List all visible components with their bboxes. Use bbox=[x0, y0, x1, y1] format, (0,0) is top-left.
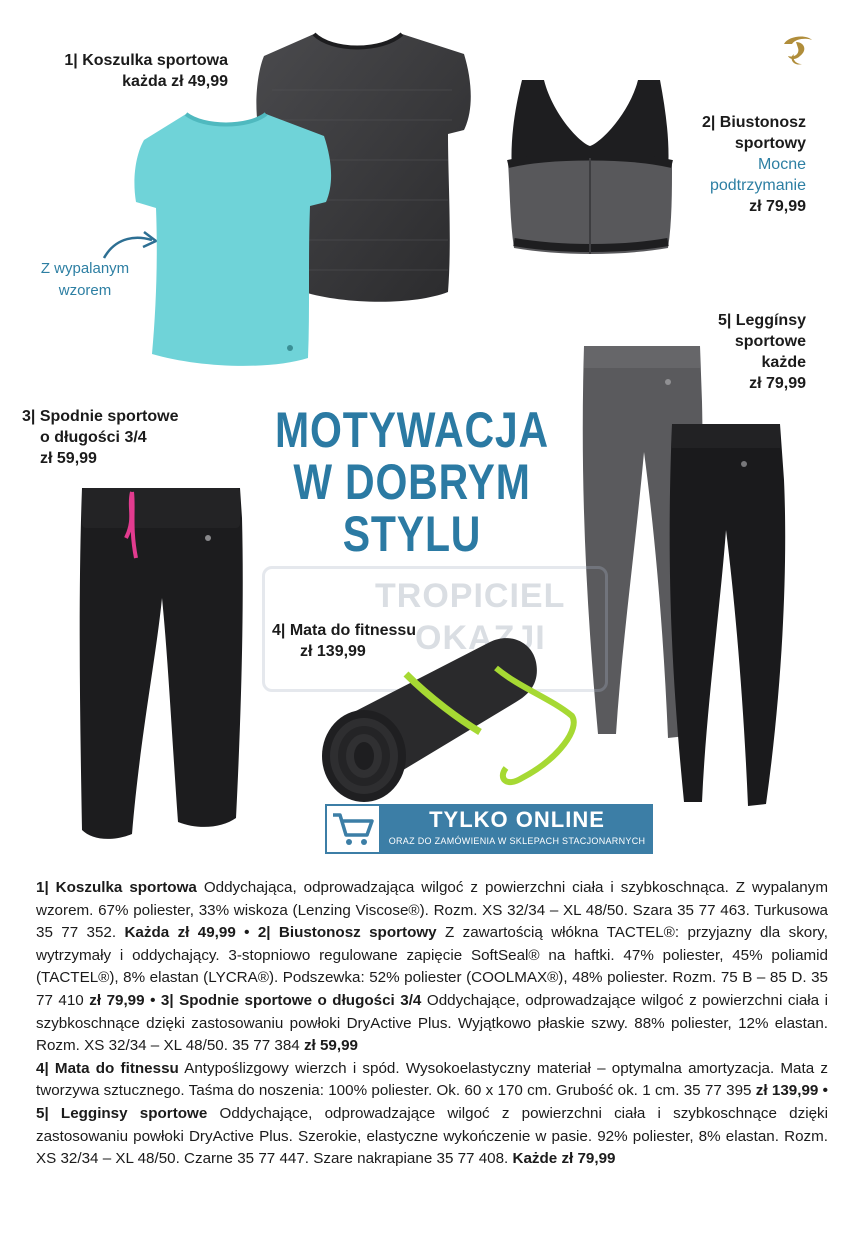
badge-title: TYLKO ONLINE bbox=[429, 807, 605, 832]
bra-title-2: sportowy bbox=[734, 135, 806, 152]
headline-line-2: W DOBRYM bbox=[293, 454, 531, 510]
headline-line-1: MOTYWACJA bbox=[275, 402, 549, 458]
headline-line-3: STYLU bbox=[342, 506, 482, 562]
desc-leggings-price: Każde zł 79,99 bbox=[512, 1150, 616, 1168]
leggings-price: zł 79,99 bbox=[749, 375, 806, 392]
product-description bbox=[36, 877, 828, 1171]
mat-title: 4| Mata do fitnessu bbox=[272, 622, 417, 639]
headline bbox=[264, 404, 559, 560]
brand-logo-icon bbox=[778, 30, 818, 68]
desc-mat-title: 4| Mata do fitnessu bbox=[36, 1059, 179, 1077]
online-only-badge bbox=[325, 804, 653, 854]
desc-pants-text: Oddychające, odprowadzające wilgoć z powierzchni ciała i szybkoschnące dzięki zastosowaniu powłoki DryActive Plus. Wyjątkowo płaskie szwy. 88% poliester, 12% elastan. Rozm. XS 32/34 – XL 48/50. 35 77 384 bbox=[36, 991, 828, 1055]
pants-label bbox=[22, 406, 212, 469]
capri-pants-image bbox=[76, 478, 246, 848]
desc-separator: • bbox=[818, 1082, 828, 1100]
desc-separator: • bbox=[235, 924, 258, 942]
desc-leggings-title: 5| Legginsy sportowe bbox=[36, 1104, 208, 1122]
desc-leggings-text: Oddychające, odprowadzające wilgoć z powierzchni ciała i szybkoschnące dzięki zastosowaniu powłoki DryActive Plus. Szerokie, elastyczne wykończenie w pasie. 92% poliester, 8% elastan. Rozm. XS 32/34 – XL 48/50. Czarne 35 77 447. Szare nakrapiane 35 77 408. bbox=[36, 1104, 829, 1168]
shirt-label bbox=[40, 50, 228, 92]
sports-bra-image bbox=[500, 72, 682, 262]
watermark-text-2: OKAZJI bbox=[415, 619, 546, 657]
annotation-line-1: Z wypalanym bbox=[40, 260, 130, 277]
fitness-mat-image bbox=[310, 628, 590, 813]
bra-title-1: 2| Biustonosz bbox=[701, 114, 806, 131]
black-leggings-image bbox=[662, 420, 797, 810]
desc-shirt-price: Każda zł 49,99 bbox=[124, 924, 236, 942]
bra-subtitle-1: Mocne bbox=[757, 156, 806, 173]
pants-price: zł 59,99 bbox=[40, 450, 97, 467]
watermark-text-1: TROPICIEL bbox=[375, 577, 566, 615]
desc-mat-text: Antypoślizgowy wierzch i spód. Wysokoelastyczny materiał – optymalna amortyzacja. Mata z tworzywa sztucznego. Taśma do noszenia: 100% poliester. Ok. 60 x 170 cm. Grubość ok. 1 cm. 35 77 395 bbox=[36, 1059, 828, 1100]
desc-mat-price: zł 139,99 bbox=[755, 1082, 819, 1100]
pants-title-1: 3| Spodnie sportowe bbox=[22, 408, 179, 425]
shirt-price: każda zł 49,99 bbox=[122, 73, 228, 90]
desc-pants-title: 3| Spodnie sportowe o długości 3/4 bbox=[160, 991, 422, 1009]
desc-bra-title: 2| Biustonosz sportowy bbox=[257, 924, 437, 942]
shirt-title: 1| Koszulka sportowa bbox=[64, 52, 228, 69]
desc-bra-price: zł 79,99 bbox=[89, 991, 145, 1009]
desc-bra-text: Z zawartością włókna TACTEL®: przyjazny dla skory, wytrzymały i oddychający. 3-stopniowo regulowane zapięcie SoftSeal® na haftki. 47% poliester, 45% poliamid (TACTEL®), 8% elastan (LYCRA®). Podszewka: 52% poliester (COOLMAX®), 48% poliester. Rozm. 75 B – 85 D. 35 77 410 bbox=[36, 924, 828, 1009]
online-panel bbox=[381, 804, 653, 854]
desc-shirt-text: Oddychająca, odprowadzająca wilgoć z powierzchni ciała i szybkoschnąca. Z wypalanym wzorem. 67% poliester, 33% wiskoza (Lenzing Viscose®). Rozm. XS 32/34 – XL 48/50. Szara 35 77 463. Turkusowa 35 77 352. bbox=[36, 879, 828, 942]
leggings-title-1: 5| Leggínsy bbox=[717, 312, 806, 329]
cart-box bbox=[325, 804, 381, 854]
desc-separator: • bbox=[144, 991, 161, 1009]
desc-pants-price: zł 59,99 bbox=[303, 1037, 358, 1055]
badge-subtitle: ORAZ DO ZAMÓWIENIA W SKLEPACH STACJONARNYCH bbox=[388, 836, 646, 846]
leggings-title-3: każde bbox=[761, 354, 806, 371]
mat-price: zł 139,99 bbox=[300, 643, 366, 660]
bra-label bbox=[678, 112, 806, 217]
annotation-line-2: wzorem bbox=[58, 282, 112, 299]
shopping-cart-icon bbox=[331, 811, 375, 847]
bra-price: zł 79,99 bbox=[749, 198, 806, 215]
bra-subtitle-2: podtrzymanie bbox=[709, 177, 806, 194]
pants-title-2: o długości 3/4 bbox=[40, 429, 147, 446]
desc-shirt-title: 1| Koszulka sportowa bbox=[36, 879, 197, 896]
turquoise-tshirt-image bbox=[130, 110, 340, 370]
leggings-title-2: sportowe bbox=[734, 333, 806, 350]
